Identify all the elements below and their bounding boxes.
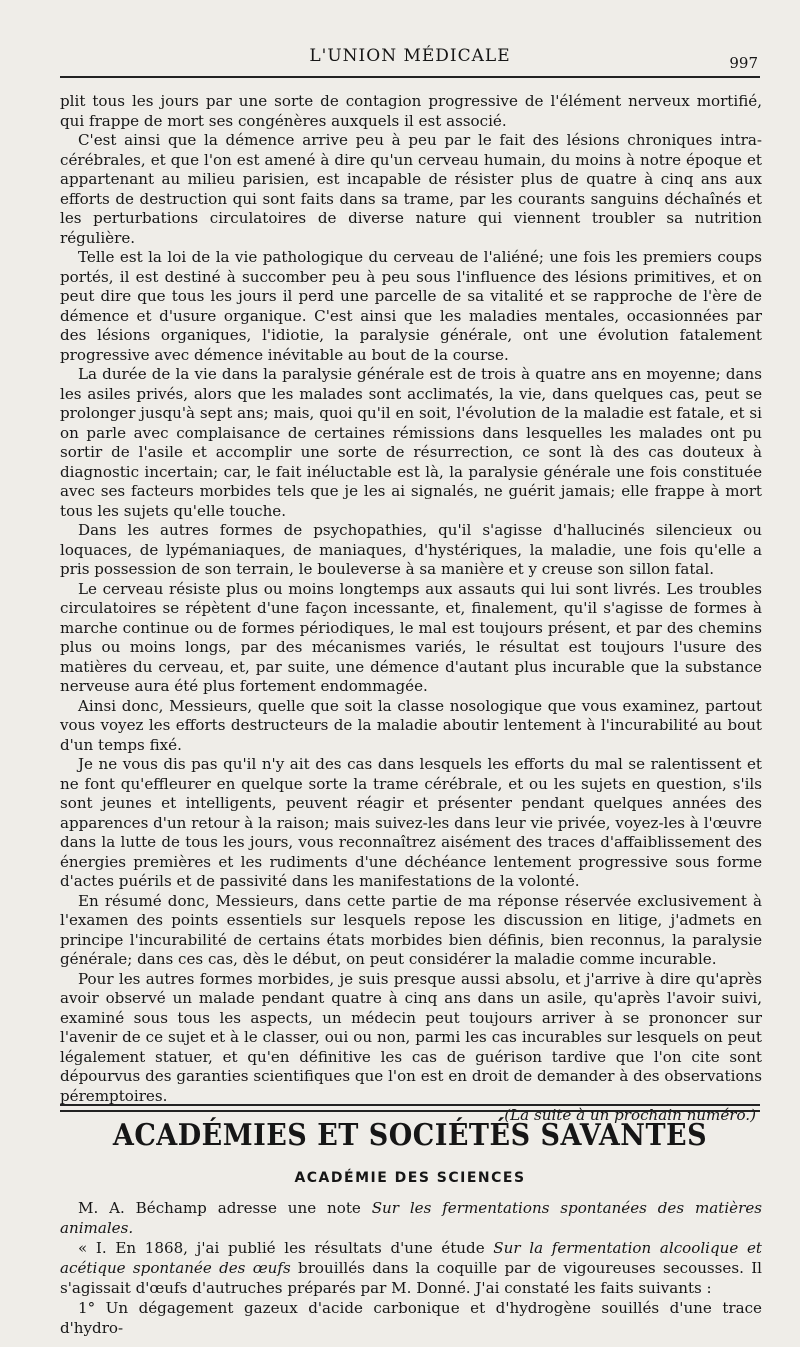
paragraph: Dans les autres formes de psychopathies, qu'il s'agisse d'hallucinés silencieux ou loquaces, de lypémaniaques, de maniaques, d'hystériques, la maladie, une fois qu'elle a pris possession de son terrain, le bouleverse à sa manière et y creuse son sillon fatal. (60, 521, 762, 578)
running-head (60, 46, 760, 76)
paragraph (60, 1238, 762, 1298)
study-title: Sur la fermentation alcoolique et acétique spontanée des œufs (60, 1239, 762, 1277)
continuation-note: (La suite à un prochain numéro.) (504, 1106, 756, 1124)
paragraph-lead: M. A. Béchamp adresse une note (78, 1199, 372, 1217)
subsection-title: ACADÉMIE DES SCIENCES (294, 1170, 526, 1186)
paragraph: La durée de la vie dans la paralysie générale est de trois à quatre ans en moyenne; dans les asiles privés, alors que les malades sont acclimatés, la vie, dans quelques cas, peut se prolonger jusqu'à sept ans; mais, quoi qu'il en soit, l'évolution de la maladie est fatale, et si on parle avec complaisance de certaines rémissions dans lesquelles les malades ont pu sortir de l'asile et accomplir une sorte de résurrection, ce sont là des cas douteux à diagnostic incertain; car, le fait inéluctable est là, la paralysie générale une fois constituée avec ses facteurs morbides tels que je les ai signalés, ne guérit jamais; elle frappe à mort tous les sujets qu'elle touche. (60, 365, 762, 520)
section-body (60, 1198, 762, 1338)
section-title: ACADÉMIES ET SOCIÉTÉS SAVANTES (112, 1118, 708, 1153)
running-title: L'UNION MÉDICALE (309, 46, 511, 66)
paragraph: Telle est la loi de la vie pathologique du cerveau de l'aliéné; une fois les premiers coups portés, il est destiné à succomber peu à peu sous l'influence des lésions primitives, et on peut dire que tous les jours il perd une parcelle de sa vitalité et se rapproche de l'ère de démence et d'usure organique. C'est ainsi que les maladies mentales, occasionnées par des lésions organiques, l'idiotie, la paralysie générale, ont une évolution fatalement progressive avec démence inévitable au bout de la course. (60, 248, 762, 364)
paragraph: Je ne vous dis pas qu'il n'y ait des cas dans lesquels les efforts du mal se ralentissent et ne font qu'effleurer en quelque sorte la trame cérébrale, et ou les sujets en question, s'ils sont jeunes et intelligents, peuvent réagir et présenter pendant quelques années des apparences d'un retour à la raison; mais suivez-les dans leur vie privée, voyez-les à l'œuvre dans la lutte de tous les jours, vous reconnaîtrez aisément des traces d'affaiblissement des énergies premières et les rudiments d'une déchéance lentement progressive sous forme d'actes puérils et de passivité dans les manifestations de la volonté. (60, 755, 762, 890)
paragraph: Pour les autres formes morbides, je suis presque aussi absolu, et j'arrive à dire qu'après avoir observé un malade pendant quatre à cinq ans dans un asile, qu'après l'avoir suivi, examiné sous tous les aspects, un médecin peut toujours arriver à se prononcer sur l'avenir de ce sujet et à le classer, oui ou non, parmi les cas incurables sur lesquels on peut légalement statuer, et qu'en définitive les cas de guérison tardive que l'on cite sont dépourvus des garanties scientifiques que l'on est en droit de demander à des observations péremptoires. (60, 969, 762, 1105)
paragraph-rest: brouillés dans la coquille par de vigoureuses secousses. Il s'agissait d'œufs d'autruches préparés par M. Donné. J'ai constaté les faits suivants : (60, 1259, 763, 1297)
paragraph: 1° Un dégagement gazeux d'acide carbonique et d'hydrogène souillés d'une trace d'hydro- (60, 1299, 762, 1337)
paragraph: plit tous les jours par une sorte de contagion progressive de l'élément nerveux mortifié, qui frappe de mort ses congénères auxquels il est associé. (60, 92, 762, 130)
paragraph (60, 1198, 762, 1238)
paragraph: Ainsi donc, Messieurs, quelle que soit la classe nosologique que vous examinez, partout vous voyez les efforts destructeurs de la maladie aboutir lentement à l'incurabilité au bout d'un temps fixé. (60, 696, 762, 754)
paragraph: Le cerveau résiste plus ou moins longtemps aux assauts qui lui sont livrés. Les troubles circulatoires se répètent d'une façon incessante, et, finalement, qu'il s'agisse de formes à marche continue ou de formes périodiques, le mal est toujours présent, et par des chemins plus ou moins longs, par des mécanismes variés, le résultat est toujours l'usure des matières du cerveau, et, par suite, une démence d'autant plus incurable que la substance nerveuse aura été plus fortement endommagée. (60, 579, 762, 695)
article-body (60, 92, 762, 1126)
paragraph: C'est ainsi que la démence arrive peu à peu par le fait des lésions chroniques intra-cérébrales, et que l'on est amené à dire qu'un cerveau humain, du moins à notre époque et appartenant au milieu parisien, est incapable de résister plus de quatre à cinq ans aux efforts de destruction qui sont faits dans sa trame, par les courants sanguins déchaînés et les perturbations circulatoires de diverse nature qui viennent troubler sa nutrition régulière. (60, 131, 762, 247)
header-rule (60, 76, 760, 78)
paragraph-lead: « I. En 1868, j'ai publié les résultats d'une étude (78, 1239, 494, 1257)
section-divider (60, 1104, 760, 1112)
page-number: 997 (729, 54, 758, 72)
paragraph: En résumé donc, Messieurs, dans cette partie de ma réponse réservée exclusivement à l'examen des points essentiels sur lesquels repose les discussion en litige, j'admets en principe l'incurabilité de certains états morbides bien définis, bien reconnus, la paralysie générale; dans ces cas, dès le début, on peut considérer la maladie comme incurable. (60, 891, 762, 968)
note-title: Sur les fermentations spontanées des matières animales. (60, 1199, 763, 1237)
